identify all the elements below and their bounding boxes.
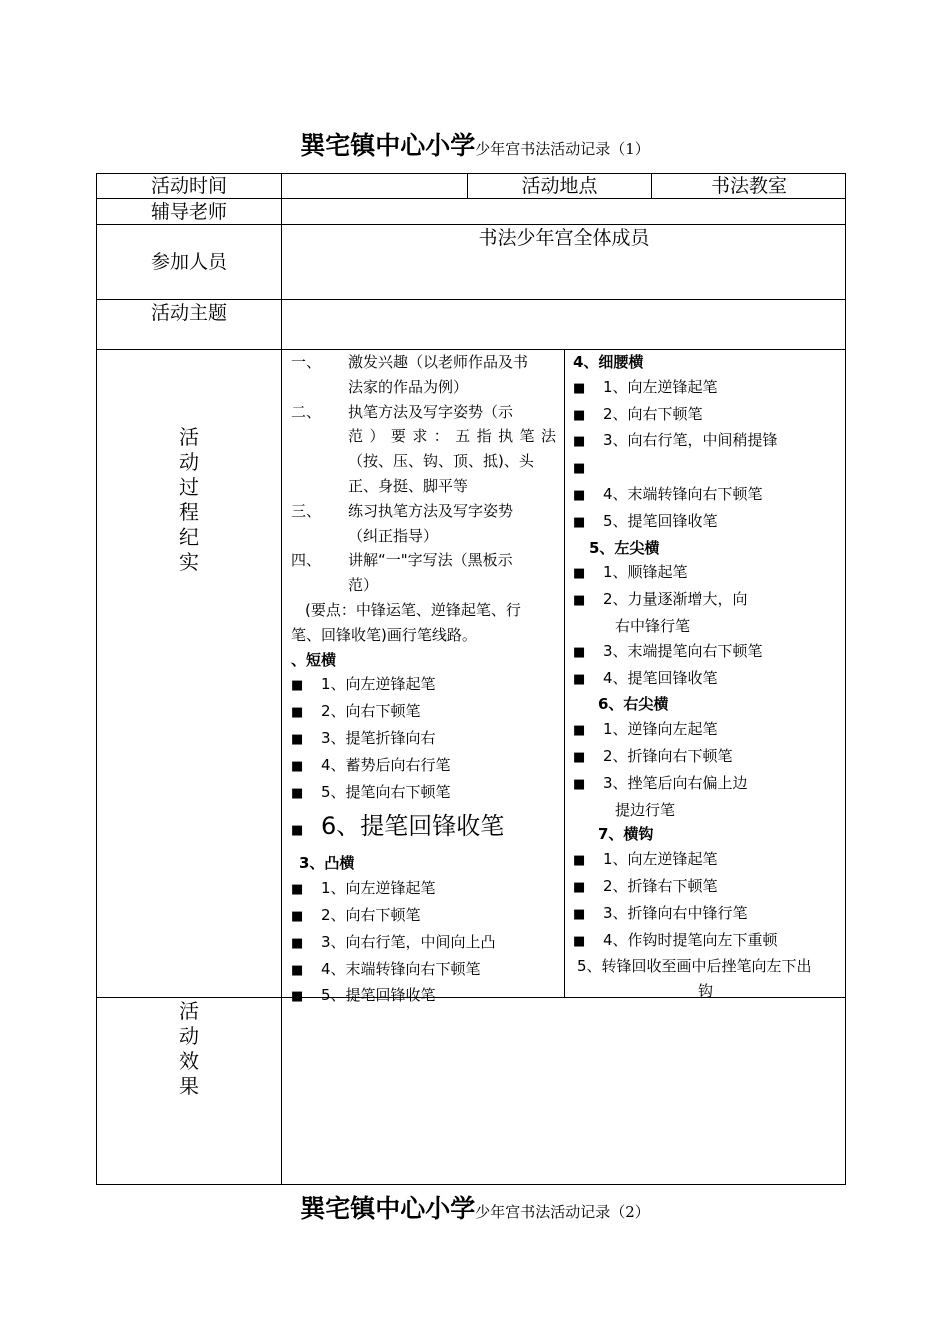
left-sharp-heading: 5、左尖横 xyxy=(589,538,660,557)
list-item: ■ xyxy=(573,461,586,477)
list-item: ■ 4、提笔回锋收笔 xyxy=(573,668,718,687)
list-item: ■ 2、折锋右下顿笔 xyxy=(573,876,718,895)
list-item: ■ 3、折锋向右中锋行笔 xyxy=(573,903,748,922)
list-item: ■ 1、向左逆锋起笔 xyxy=(291,675,436,694)
list-item: ■ 2、向右下顿笔 xyxy=(573,404,703,423)
row-divider xyxy=(96,299,846,300)
school-name: 巽宅镇中心小学 xyxy=(300,131,476,160)
school-name: 巽宅镇中心小学 xyxy=(300,1194,476,1223)
list-item: ■ 4、作钩时提笔向左下重顿 xyxy=(573,930,778,949)
convex-stroke-heading: 3、凸横 xyxy=(299,854,355,873)
list-item: ■ 3、挫笔后向右偏上边 xyxy=(573,773,748,792)
list-item: ■ 5、提笔回锋收笔 xyxy=(573,511,718,530)
list-item: ■ 3、提笔折锋向右 xyxy=(291,728,436,747)
teacher-label: 辅导老师 xyxy=(150,201,227,223)
col-divider xyxy=(564,349,565,997)
participants-label: 参加人员 xyxy=(150,251,227,273)
list-item: ■ 1、向左逆锋起笔 xyxy=(573,850,718,869)
right-sharp-heading: 6、右尖横 xyxy=(598,695,669,714)
participants-value: 书法少年宫全体成员 xyxy=(478,227,650,249)
record-title: 少年宫书法活动记录（2） xyxy=(475,1203,650,1221)
list-item: ■ 5、提笔向右下顿笔 xyxy=(291,782,451,801)
time-label: 活动时间 xyxy=(150,175,227,197)
process-right-column: 4、细腰横 ■ 1、向左逆锋起笔 ■ 2、向右下顿笔 ■ 3、向右行笔，中间稍提锋 ■ ■ 4、末端转锋向右下顿笔 ■ 5、提笔回锋收笔 5、左尖横 ■ 1、顺锋起笔 ■ 2、力量逐渐增大，向 右中锋行笔 ■ 3、末端提笔向右下顿笔 ■ 4、提笔回锋收笔 6、右尖横 ■ 1、逆锋向左起笔 ■ 2、折锋向右下顿笔 ■ 3、挫笔后向右偏上边 提边行笔 7、横钩 ■ 1、向左逆锋起笔 ■ 2、折锋右下顿笔 ■ 3、折锋向右中锋行笔 ■ 4、作钩时提笔向左下重顿 5、转锋回收至画中后挫笔向左下出 钩 xyxy=(573,350,838,1004)
list-item: ■ 3、向右行笔，中间向上凸 xyxy=(291,932,496,951)
list-item: ■ 2、力量逐渐增大，向 xyxy=(573,590,748,609)
effect-label: 活 动 效 果 xyxy=(179,999,199,1098)
list-item: ■ 6、提笔回锋收笔 xyxy=(291,812,505,841)
list-item: ■ 5、提笔回锋收笔 xyxy=(291,986,436,1005)
list-item: ■ 1、向左逆锋起笔 xyxy=(573,377,718,396)
page-title-2 xyxy=(0,1196,950,1221)
row-divider xyxy=(96,224,846,225)
theme-label: 活动主题 xyxy=(150,302,227,324)
place-value: 书法教室 xyxy=(710,175,787,197)
list-item: ■ 1、向左逆锋起笔 xyxy=(291,879,436,898)
list-item: ■ 3、末端提笔向右下顿笔 xyxy=(573,641,763,660)
list-item: ■ 1、逆锋向左起笔 xyxy=(573,720,718,739)
list-item: ■ 2、向右下顿笔 xyxy=(291,905,421,924)
list-item: ■ 2、向右下顿笔 xyxy=(291,702,421,721)
record-title: 少年宫书法活动记录（1） xyxy=(475,140,650,158)
process-label: 活 动 过 程 纪 实 xyxy=(179,425,199,574)
list-item: ■ 4、末端转锋向右下顿笔 xyxy=(291,959,481,978)
list-item: ■ 4、蓄势后向右行笔 xyxy=(291,755,451,774)
page-title-1 xyxy=(0,133,950,158)
hook-heading: 7、横钩 xyxy=(598,825,654,844)
short-stroke-heading: 、短横 xyxy=(291,650,337,669)
process-left-column: 一、 激发兴趣（以老师作品及书 法家的作品为例） 二、 执笔方法及写字姿势（示 范）要求：五指执笔法 （按、压、钩、顶、抵)、头 正、身挺、脚平等 三、 练习执笔方法及写字姿势 （纠正指导） 四、 讲解“一"字写法（黑板示 范） (要点：中锋运笔、逆锋起笔、行 笔、回锋收笔)画行笔线路。 、短横 ■ 1、向左逆锋起笔 ■ 2、向右下顿笔 ■ 3、提笔折锋向右 ■ 4、蓄势后向右行笔 ■ 5、提笔向右下顿笔 ■ 6、提笔回锋收笔 3、凸横 ■ 1、向左逆锋起笔 ■ 2、向右下顿笔 ■ 3、向右行笔，中间向上凸 ■ 4、末端转锋向右下顿笔 ■ 5、提笔回锋收笔 xyxy=(291,350,556,1010)
list-item: ■ 1、顺锋起笔 xyxy=(573,563,688,582)
list-item: ■ 4、末端转锋向右下顿笔 xyxy=(573,484,763,503)
list-item: ■ 2、折锋向右下顿笔 xyxy=(573,746,733,765)
place-label: 活动地点 xyxy=(521,175,598,197)
list-item: ■ 3、向右行笔，中间稍提锋 xyxy=(573,431,778,450)
row-divider xyxy=(96,198,846,199)
waist-stroke-heading: 4、细腰横 xyxy=(573,353,644,371)
